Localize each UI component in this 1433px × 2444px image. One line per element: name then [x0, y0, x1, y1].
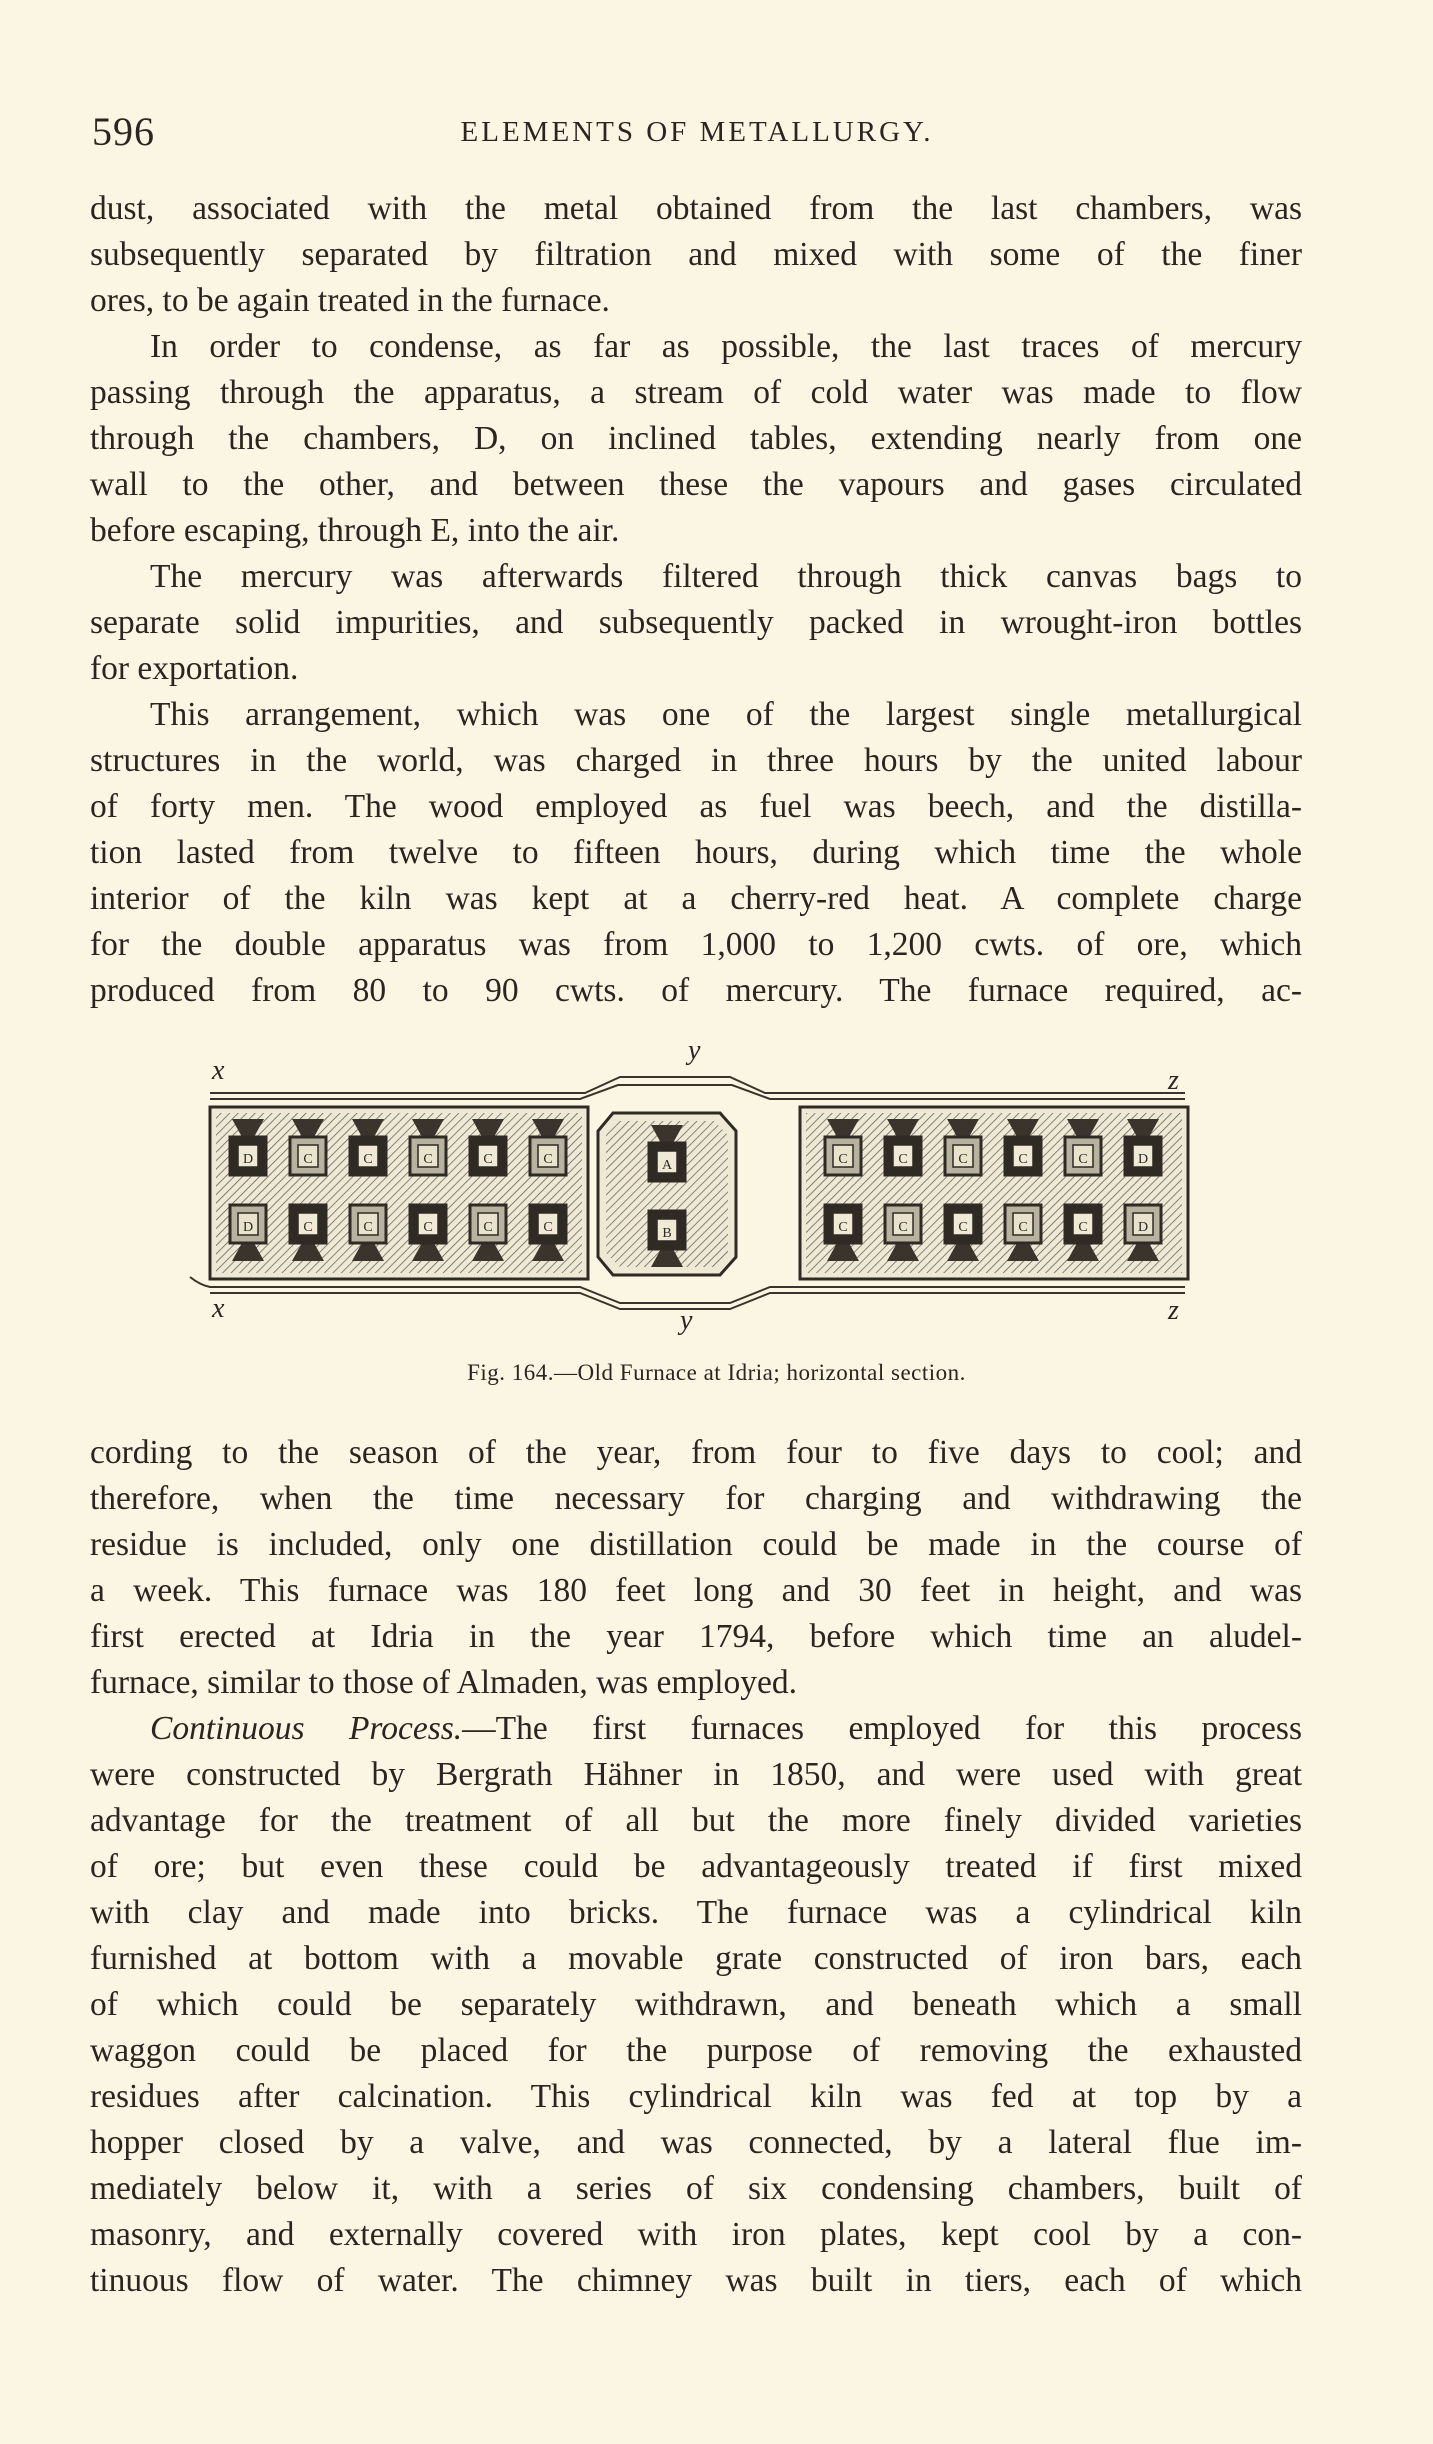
chamber-letter: C	[958, 1220, 968, 1235]
section-label-y-bottom: y	[680, 1305, 693, 1336]
text-line: structures in the world, was charged in three hours by the united labour	[90, 742, 1302, 779]
chamber-letter: C	[363, 1152, 373, 1167]
top-text-block	[90, 186, 1302, 1014]
section-label-z-top: z	[1168, 1065, 1179, 1096]
page-number: 596	[92, 109, 155, 154]
text-line: of forty men. The wood employed as fuel was beech, and the distilla-	[90, 788, 1302, 825]
chamber-letter: C	[838, 1152, 848, 1167]
text-line: residues after calcination. This cylindrical kiln was fed at top by a	[90, 2078, 1302, 2115]
text-line: This arrangement, which was one of the largest single metallurgical	[150, 696, 1302, 733]
heading-continuation: —The first furnaces employed for this process	[462, 1710, 1302, 1747]
text-line: hopper closed by a valve, and was connected, by a lateral flue im-	[90, 2124, 1302, 2161]
text-line: In order to condense, as far as possible, the last traces of mercury	[150, 328, 1302, 365]
chamber-letter: C	[898, 1152, 908, 1167]
chamber-letter: C	[1078, 1152, 1088, 1167]
text-line: tinuous flow of water. The chimney was built in tiers, each of which	[90, 2262, 1302, 2299]
text-line: The mercury was afterwards filtered through thick canvas bags to	[150, 558, 1302, 595]
chamber-letter: C	[1018, 1220, 1028, 1235]
text-line: tion lasted from twelve to fifteen hours, during which time the whole	[90, 834, 1302, 871]
chamber-letter: C	[838, 1220, 848, 1235]
text-line: were constructed by Bergrath Hähner in 1850, and were used with great	[90, 1756, 1302, 1793]
chamber-letter: D	[242, 1220, 254, 1235]
text-line: of which could be separately withdrawn, and beneath which a small	[90, 1986, 1302, 2023]
text-line: therefore, when the time necessary for charging and withdrawing the	[90, 1480, 1302, 1517]
chamber-letter: C	[483, 1152, 493, 1167]
section-label-x-bottom: x	[212, 1293, 225, 1324]
text-line: residue is included, only one distillation could be made in the course of	[90, 1526, 1302, 1563]
section-label-z-bottom: z	[1168, 1295, 1179, 1326]
section-label-y-top: y	[688, 1035, 701, 1066]
chamber-letter: C	[543, 1152, 553, 1167]
section-label-x-top: x	[212, 1055, 225, 1086]
chamber-letter: B	[662, 1226, 672, 1241]
chamber-letter: C	[423, 1152, 433, 1167]
left-chamber-block	[210, 1107, 588, 1279]
furnace-section-drawing	[180, 1035, 1200, 1335]
chamber-letter: C	[303, 1220, 313, 1235]
chamber-letter: A	[661, 1158, 673, 1173]
chamber-letter: C	[423, 1220, 433, 1235]
text-line: wall to the other, and between these the vapours and gases circulated	[90, 466, 1302, 503]
text-line: waggon could be placed for the purpose of removing the exhausted	[90, 2032, 1302, 2069]
text-line: a week. This furnace was 180 feet long and 30 feet in height, and was	[90, 1572, 1302, 1609]
text-line	[90, 1706, 1302, 1752]
chamber-letter: C	[1018, 1152, 1028, 1167]
text-line: separate solid impurities, and subsequently packed in wrought-iron bottles	[90, 604, 1302, 641]
bottom-text-block	[90, 1430, 1302, 2304]
text-line: passing through the apparatus, a stream of cold water was made to flow	[90, 374, 1302, 411]
text-line: with clay and made into bricks. The furnace was a cylindrical kiln	[90, 1894, 1302, 1931]
chamber-letter: D	[242, 1152, 254, 1167]
text-line: of ore; but even these could be advantageously treated if first mixed	[90, 1848, 1302, 1885]
text-line: cording to the season of the year, from four to five days to cool; and	[90, 1434, 1302, 1471]
chamber-letter: C	[958, 1152, 968, 1167]
text-line: through the chambers, D, on inclined tables, extending nearly from one	[90, 420, 1302, 457]
text-line: first erected at Idria in the year 1794, before which time an aludel-	[90, 1618, 1302, 1655]
text-line: before escaping, through E, into the air.	[90, 512, 620, 549]
chamber-letter: D	[1137, 1152, 1149, 1167]
furnace-figure	[180, 1035, 1200, 1335]
text-line: mediately below it, with a series of six condensing chambers, built of	[90, 2170, 1302, 2207]
text-line: for the double apparatus was from 1,000 to 1,200 cwts. of ore, which	[90, 926, 1302, 963]
text-line: ores, to be again treated in the furnace.	[90, 282, 610, 319]
text-line: interior of the kiln was kept at a cherry-red heat. A complete charge	[90, 880, 1302, 917]
figure-caption: Fig. 164.—Old Furnace at Idria; horizontal section.	[467, 1360, 966, 1385]
chamber-letter: C	[543, 1220, 553, 1235]
chamber-letter: C	[1078, 1220, 1088, 1235]
page-header	[92, 108, 1302, 168]
running-title: ELEMENTS OF METALLURGY.	[460, 116, 934, 148]
text-line: produced from 80 to 90 cwts. of mercury. The furnace required, ac-	[90, 972, 1302, 1009]
text-line: masonry, and externally covered with iron plates, kept cool by a con-	[90, 2216, 1302, 2253]
text-line: furnace, similar to those of Almaden, was employed.	[90, 1664, 798, 1701]
text-line: dust, associated with the metal obtained from the last chambers, was	[90, 190, 1302, 227]
chamber-letter: C	[483, 1220, 493, 1235]
chamber-letter: C	[303, 1152, 313, 1167]
text-line: subsequently separated by filtration and mixed with some of the finer	[90, 236, 1302, 273]
text-line: for exportation.	[90, 650, 299, 687]
chamber-letter: C	[898, 1220, 908, 1235]
section-heading: Continuous Process.	[150, 1710, 463, 1747]
text-line: furnished at bottom with a movable grate constructed of iron bars, each	[90, 1940, 1302, 1977]
right-chamber-block	[800, 1107, 1188, 1279]
chamber-letter: D	[1137, 1220, 1149, 1235]
chamber-letter: C	[363, 1220, 373, 1235]
text-line: advantage for the treatment of all but the more finely divided varieties	[90, 1802, 1302, 1839]
